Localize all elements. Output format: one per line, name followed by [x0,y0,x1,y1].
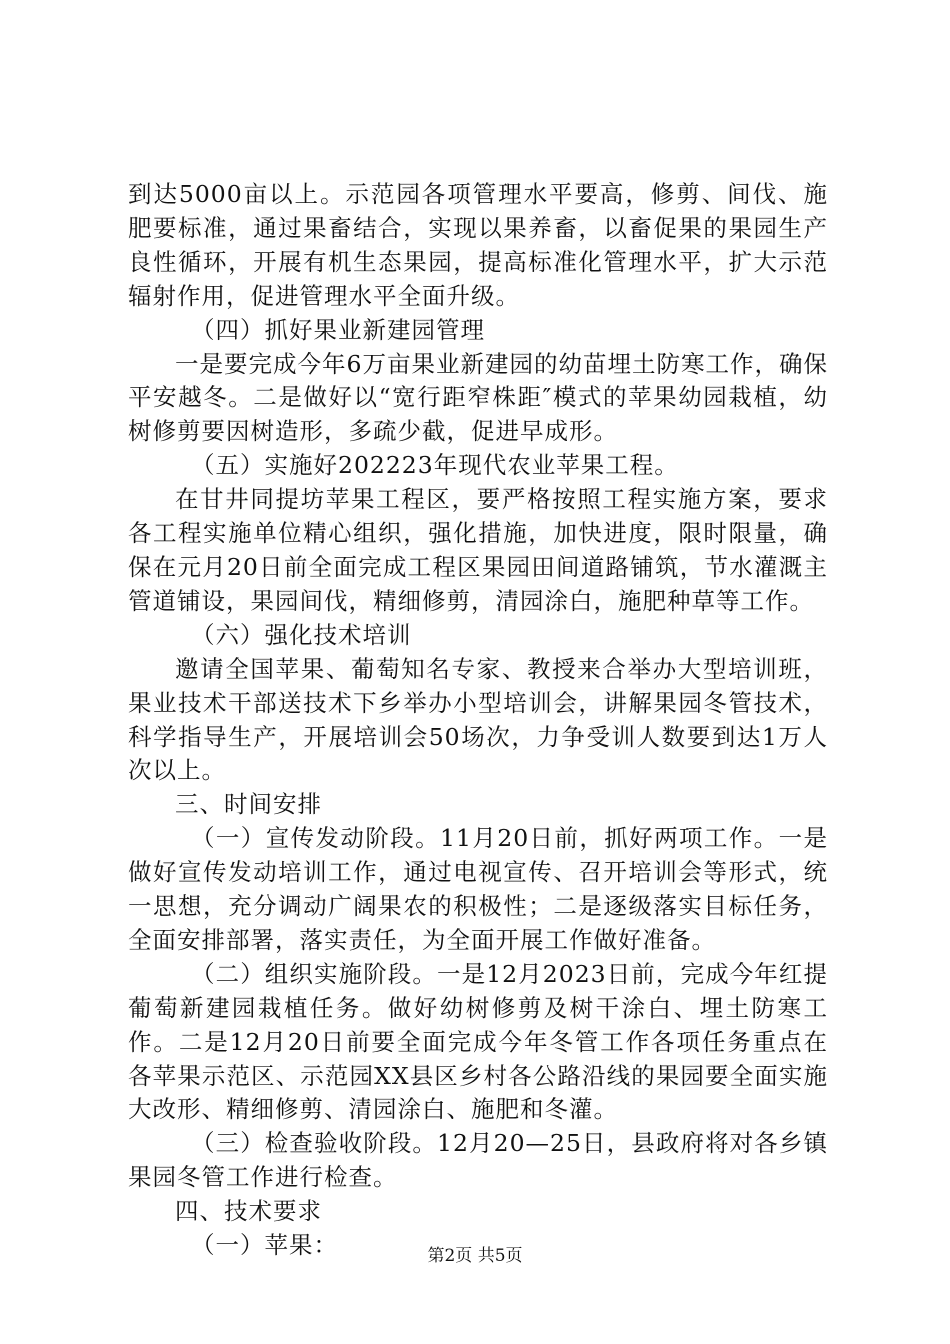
heading-schedule: 三、时间安排 [175,790,322,819]
page-number: 第2页 共5页 [427,1246,523,1266]
paragraph-phase-3: （三）检查验收阶段。12月20—25日，县政府将对各乡镇果园冬管工作进行检查。 [128,1129,828,1192]
subheading-apple: （一）苹果： [191,1231,338,1260]
section-heading-5: （五）实施好202223年现代农业苹果工程。 [191,451,679,480]
paragraph-training: 邀请全国苹果、葡萄知名专家、教授来合举办大型培训班，果业技术干部送技术下乡举办小型培训会，讲解果园冬管技术，科学指导生产，开展培训会50场次，力争受训人数要到达1万人次以上。 [128,654,828,785]
paragraph-apple-project: 在甘井同提坊苹果工程区，要严格按照工程实施方案，要求各工程实施单位精心组织，强化措施，加快进度，限时限量，确保在元月20日前全面完成工程区果园田间道路铺筑，节水灌溉主管道铺设，果园间伐，精细修剪，清园涂白，施肥种草等工作。 [128,485,828,615]
paragraph-phase-2: （二）组织实施阶段。一是12月2023日前，完成今年红提葡萄新建园栽植任务。做好幼树修剪及树干涂白、埋土防寒工作。二是12月20日前要全面完成今年冬管工作各项任务重点在各苹果示范区、示范园XX县区乡村各公路沿线的果园要全面实施大改形、精细修剪、清园涂白、施肥和冬灌。 [128,959,828,1124]
paragraph-demo-garden: 到达5000亩以上。示范园各项管理水平要高，修剪、间伐、施肥要标准，通过果畜结合，实现以果养畜，以畜促果的果园生产良性循环，开展有机生态果园，提高标准化管理水平，扩大示范辐射作用，促进管理水平全面升级。 [128,180,828,310]
section-heading-4: （四）抓好果业新建园管理 [191,315,485,344]
document-body [128,178,828,1263]
paragraph-phase-1: （一）宣传发动阶段。11月20日前，抓好两项工作。一是做好宣传发动培训工作，通过电视宣传、召开培训会等形式，统一思想，充分调动广阔果农的积极性；二是逐级落实目标任务，全面安排部署，落实责任，为全面开展工作做好准备。 [128,824,828,954]
heading-tech-requirements: 四、技术要求 [175,1197,322,1226]
paragraph-new-orchard: 一是要完成今年6万亩果业新建园的幼苗埋土防寒工作，确保平安越冬。二是做好以“宽行距窄株距″模式的苹果幼园栽植，幼树修剪要因树造形，多疏少截，促进早成形。 [128,349,828,446]
section-heading-6: （六）强化技术培训 [191,620,412,649]
